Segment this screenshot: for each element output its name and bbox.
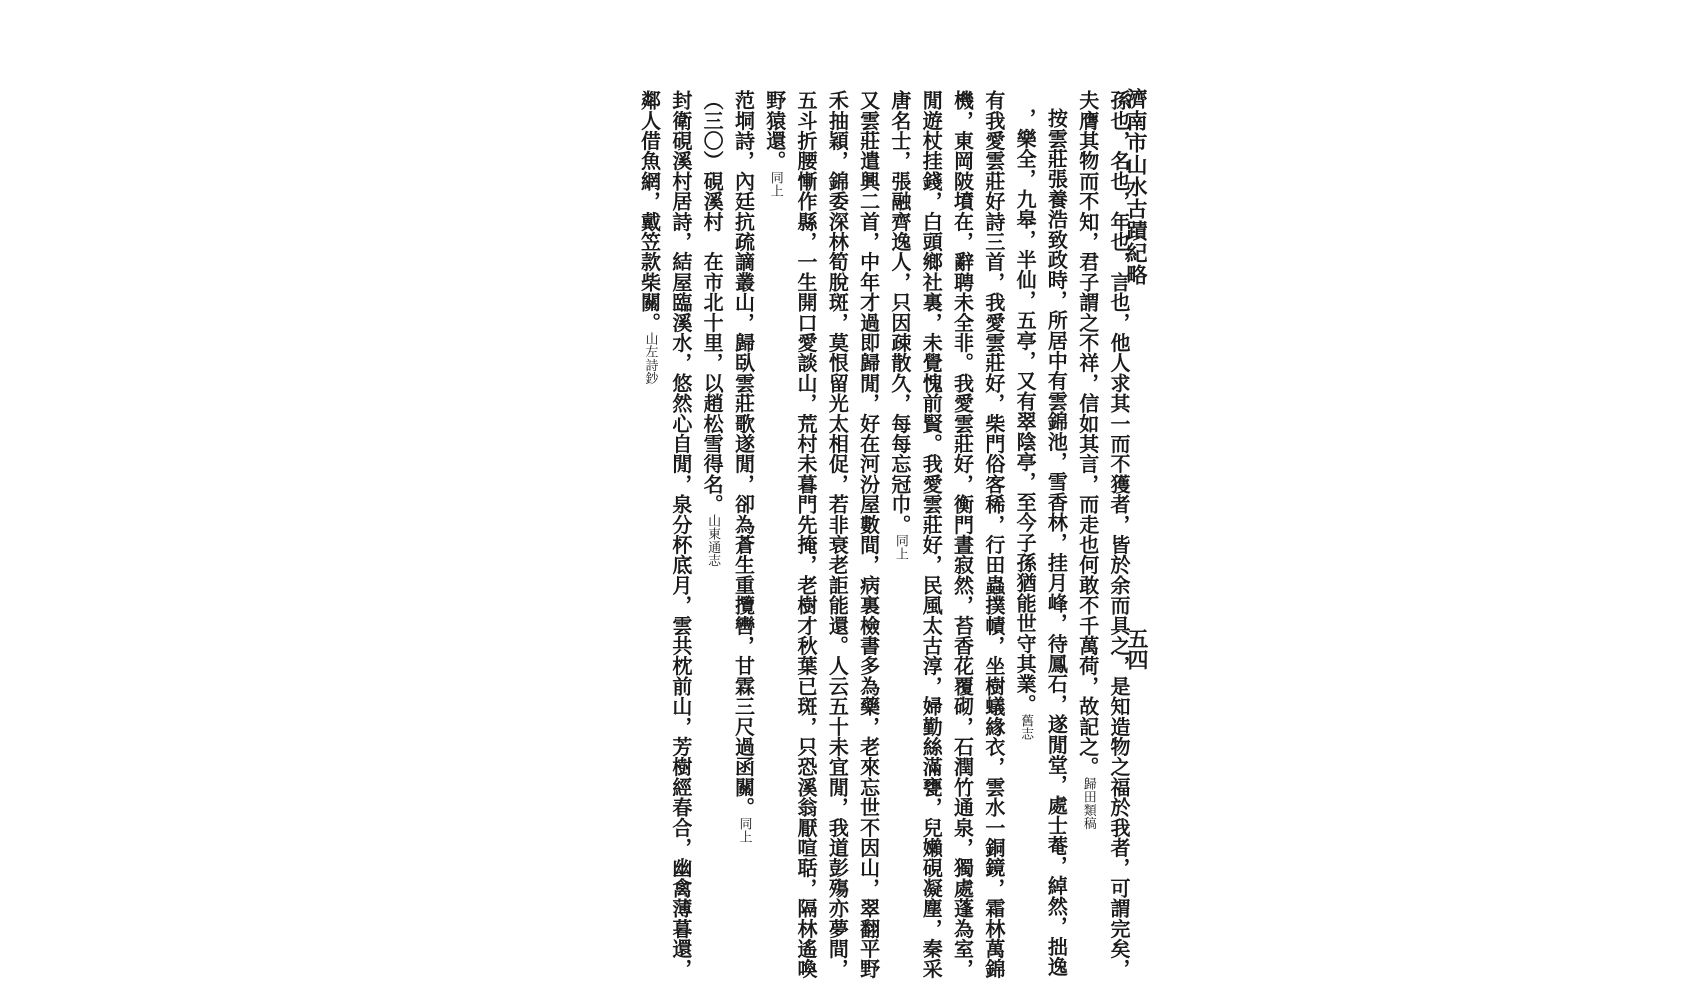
text-column [884, 90, 915, 850]
text-column [821, 90, 852, 979]
text-column [696, 90, 727, 850]
text-column [727, 90, 758, 850]
column-text: 禾抽穎，錦委深林筍脫斑，莫恨留光太相促，若非衰老詎能還。人云五十未宜閒，我道彭殤亦夢間， [825, 90, 850, 979]
column-text: 有我愛雲莊好詩三首，我愛雲莊好，柴門俗客稀，行田蟲撲幘，坐樹蟻緣衣，雲水一銅鏡，霜林萬錦 [981, 90, 1006, 979]
source-note: 歸田類稿 [1080, 776, 1096, 830]
column-text: 封衛硯溪村居詩，結屋臨溪水，悠然心自閒，泉分杯底月，雲共枕前山，芳樹經春合，幽禽薄暮還， [668, 90, 693, 979]
text-column [633, 90, 664, 850]
text-column [978, 90, 1009, 979]
column-text: 唐名士，張融齊逸人，只因疎散久，每每忘冠巾。 [887, 90, 912, 535]
column-text: （三〇）硯溪村 在市北十里，以趙松雪得名。 [700, 90, 725, 515]
text-column [946, 90, 977, 979]
column-text: 鄰人借魚網，戴笠款柴關。 [637, 90, 662, 333]
text-columns [633, 90, 1134, 979]
text-column [1040, 90, 1071, 977]
column-text: 孫也，名也，年也，言也，他人求其一而不獲者，皆於余而具之，是知造物之福於我者，可謂完矣， [1107, 90, 1131, 979]
source-note: 同上 [892, 534, 908, 561]
column-text: 按雲莊張養浩致政時，所居中有雲錦池，雪香林，挂月峰，待鳳石，遂閒堂，處士菴，綽然，拙逸 [1044, 108, 1069, 977]
text-column [758, 90, 789, 850]
source-note: 同上 [767, 170, 783, 198]
column-text: 五斗折腰慚作縣，一生開口愛談山，荒村未暮門先掩，老樹才秋葉已斑，只恐溪翁厭喧聒，隔林遙喚 [794, 90, 819, 979]
text-column [852, 90, 883, 979]
column-text: 范垌詩，內廷抗疏謫叢山，歸臥雲莊歌遂閒，卻為蒼生重攬轡，甘霖三尺過函關。 [731, 90, 756, 818]
text-column [1009, 90, 1040, 850]
source-note: 山左詩鈔 [642, 332, 658, 386]
column-text: ，樂全，九皋，半仙，五亭，又有翠陰亭，至今子孫猶能世守其業。 [1013, 108, 1038, 714]
column-text: 機，東岡陂墳在，辭聘未全非。我愛雲莊好，衡門晝寂然，苔香花覆砌，石潤竹通泉，獨處蓬為室， [950, 90, 975, 979]
text-column [1103, 90, 1134, 979]
text-column [1071, 90, 1102, 850]
text-column [790, 90, 821, 979]
column-text: 閒遊杖挂錢，白頭鄉社裏，未覺愧前賢。我愛雲莊好，民風太古淳，婦勤絲滿甕，兒嬾硯凝塵，秦采 [919, 90, 944, 979]
column-text: 夫膺其物而不知，君子謂之不祥，信如其言，而走也何敢不千萬荷，故記之。 [1075, 90, 1100, 777]
text-column [915, 90, 946, 979]
column-text: 又雲莊遣興二首，中年才過即歸閒，好在河汾屋數間，病裏檢書多為藥，老來忘世不因山，翠翻平野 [856, 90, 881, 979]
source-note: 山東通志 [705, 514, 721, 568]
page-title: 濟南市山水古蹟紀略 [1124, 88, 1149, 286]
source-note: 同上 [736, 817, 752, 844]
source-note: 舊志 [1018, 714, 1034, 741]
page-number: 五四 [1125, 628, 1150, 670]
column-text: 野猿還。 [762, 90, 787, 171]
text-column [665, 90, 696, 979]
